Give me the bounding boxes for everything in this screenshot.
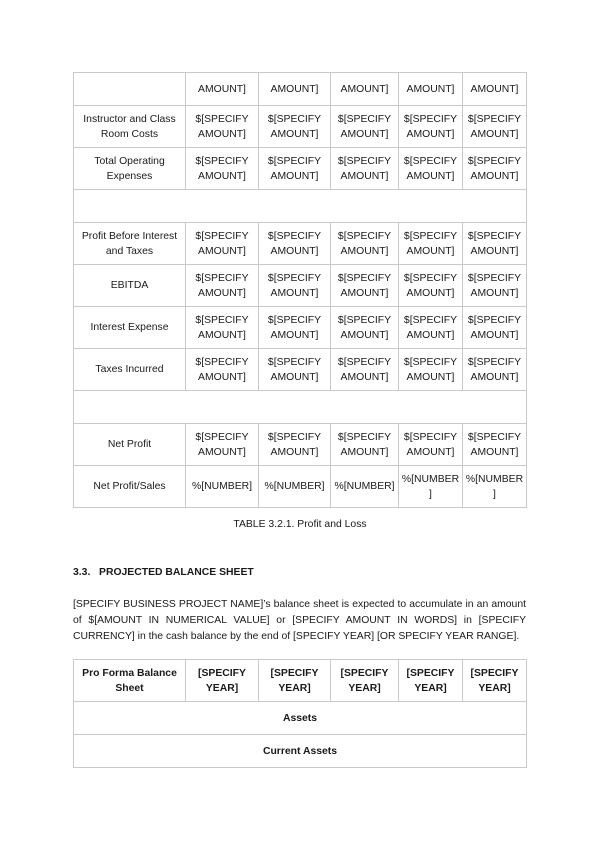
profit-loss-table	[73, 72, 527, 508]
header-cell: [SPECIFY YEAR]	[186, 660, 259, 702]
table-cell: %[NUMBER]	[186, 466, 259, 508]
table-cell: %[NUMBER ]	[399, 466, 463, 508]
table-cell: $[SPECIFY AMOUNT]	[186, 307, 259, 349]
body-paragraph: [SPECIFY BUSINESS PROJECT NAME]’s balance sheet is expected to accumulate in an amount of $[AMOUNT IN NUMERICAL VALUE] or [SPECIFY AMOUNT IN WORDS] in [SPECIFY CURRENCY] in the cash balance by the end of [SPECIFY YEAR] [OR SPECIFY YEAR RANGE].	[73, 599, 526, 642]
table-spacer-row	[74, 190, 527, 223]
table-cell: $[SPECIFY AMOUNT]	[399, 424, 463, 466]
table-cell: %[NUMBER ]	[463, 466, 527, 508]
table-cell: $[SPECIFY AMOUNT]	[331, 424, 399, 466]
table-row	[74, 307, 527, 349]
row-label: Total Operating Expenses	[74, 148, 186, 190]
table-cell: $[SPECIFY AMOUNT]	[186, 148, 259, 190]
table-row	[74, 424, 527, 466]
table-row	[74, 148, 527, 190]
table-section-row	[74, 702, 527, 735]
table-cell: $[SPECIFY AMOUNT]	[331, 148, 399, 190]
table-cell: $[SPECIFY AMOUNT]	[399, 307, 463, 349]
table-row	[74, 106, 527, 148]
table-row	[74, 265, 527, 307]
table-cell: $[SPECIFY AMOUNT]	[463, 106, 527, 148]
balance-sheet-table	[73, 659, 527, 768]
section-number: 3.3.	[73, 567, 91, 578]
table-cell: $[SPECIFY AMOUNT]	[463, 265, 527, 307]
table-cell: $[SPECIFY AMOUNT]	[399, 106, 463, 148]
table-row	[74, 223, 527, 265]
row-label: Taxes Incurred	[74, 349, 186, 391]
section-heading	[73, 567, 254, 578]
row-label: Interest Expense	[74, 307, 186, 349]
table-cell: $[SPECIFY AMOUNT]	[259, 106, 331, 148]
table-cell: AMOUNT]	[463, 73, 527, 106]
table-cell: $[SPECIFY AMOUNT]	[399, 265, 463, 307]
table-caption: TABLE 3.2.1. Profit and Loss	[233, 519, 367, 530]
table-cell: $[SPECIFY AMOUNT]	[186, 265, 259, 307]
table-cell: $[SPECIFY AMOUNT]	[259, 349, 331, 391]
row-label: Instructor and Class Room Costs	[74, 106, 186, 148]
table-cell: $[SPECIFY AMOUNT]	[463, 349, 527, 391]
table-cell: $[SPECIFY AMOUNT]	[331, 307, 399, 349]
table-cell: $[SPECIFY AMOUNT]	[399, 148, 463, 190]
table-spacer-row	[74, 391, 527, 424]
row-label	[74, 73, 186, 106]
table-cell: $[SPECIFY AMOUNT]	[463, 307, 527, 349]
row-label: Net Profit/Sales	[74, 466, 186, 508]
table-cell: $[SPECIFY AMOUNT]	[331, 265, 399, 307]
table-cell: $[SPECIFY AMOUNT]	[259, 148, 331, 190]
table-cell: $[SPECIFY AMOUNT]	[186, 424, 259, 466]
table-cell: $[SPECIFY AMOUNT]	[399, 349, 463, 391]
header-cell: Pro Forma Balance Sheet	[74, 660, 186, 702]
header-cell: [SPECIFY YEAR]	[463, 660, 527, 702]
table-cell: $[SPECIFY AMOUNT]	[399, 223, 463, 265]
current-assets-label: Current Assets	[74, 735, 527, 768]
table-header-row	[74, 660, 527, 702]
table-cell: AMOUNT]	[399, 73, 463, 106]
table-cell: AMOUNT]	[331, 73, 399, 106]
table-row	[74, 73, 527, 106]
empty-cell	[74, 391, 527, 424]
table-cell: $[SPECIFY AMOUNT]	[186, 349, 259, 391]
table-cell: $[SPECIFY AMOUNT]	[463, 223, 527, 265]
table-cell: %[NUMBER]	[331, 466, 399, 508]
empty-cell	[74, 190, 527, 223]
row-label: Profit Before Interest and Taxes	[74, 223, 186, 265]
table-row	[74, 349, 527, 391]
table-section-row	[74, 735, 527, 768]
table-cell: $[SPECIFY AMOUNT]	[463, 148, 527, 190]
table-row	[74, 466, 527, 508]
table-cell: $[SPECIFY AMOUNT]	[259, 223, 331, 265]
header-cell: [SPECIFY YEAR]	[331, 660, 399, 702]
table-cell: $[SPECIFY AMOUNT]	[331, 223, 399, 265]
row-label: Net Profit	[74, 424, 186, 466]
table-cell: %[NUMBER]	[259, 466, 331, 508]
table-cell: $[SPECIFY AMOUNT]	[186, 106, 259, 148]
section-title: PROJECTED BALANCE SHEET	[99, 567, 254, 578]
assets-label: Assets	[74, 702, 527, 735]
table-cell: $[SPECIFY AMOUNT]	[463, 424, 527, 466]
table-cell: AMOUNT]	[259, 73, 331, 106]
table-cell: AMOUNT]	[186, 73, 259, 106]
row-label: EBITDA	[74, 265, 186, 307]
table-cell: $[SPECIFY AMOUNT]	[331, 349, 399, 391]
header-cell: [SPECIFY YEAR]	[259, 660, 331, 702]
header-cell: [SPECIFY YEAR]	[399, 660, 463, 702]
table-cell: $[SPECIFY AMOUNT]	[186, 223, 259, 265]
table-cell: $[SPECIFY AMOUNT]	[259, 424, 331, 466]
table-cell: $[SPECIFY AMOUNT]	[259, 307, 331, 349]
table-cell: $[SPECIFY AMOUNT]	[331, 106, 399, 148]
table-cell: $[SPECIFY AMOUNT]	[259, 265, 331, 307]
